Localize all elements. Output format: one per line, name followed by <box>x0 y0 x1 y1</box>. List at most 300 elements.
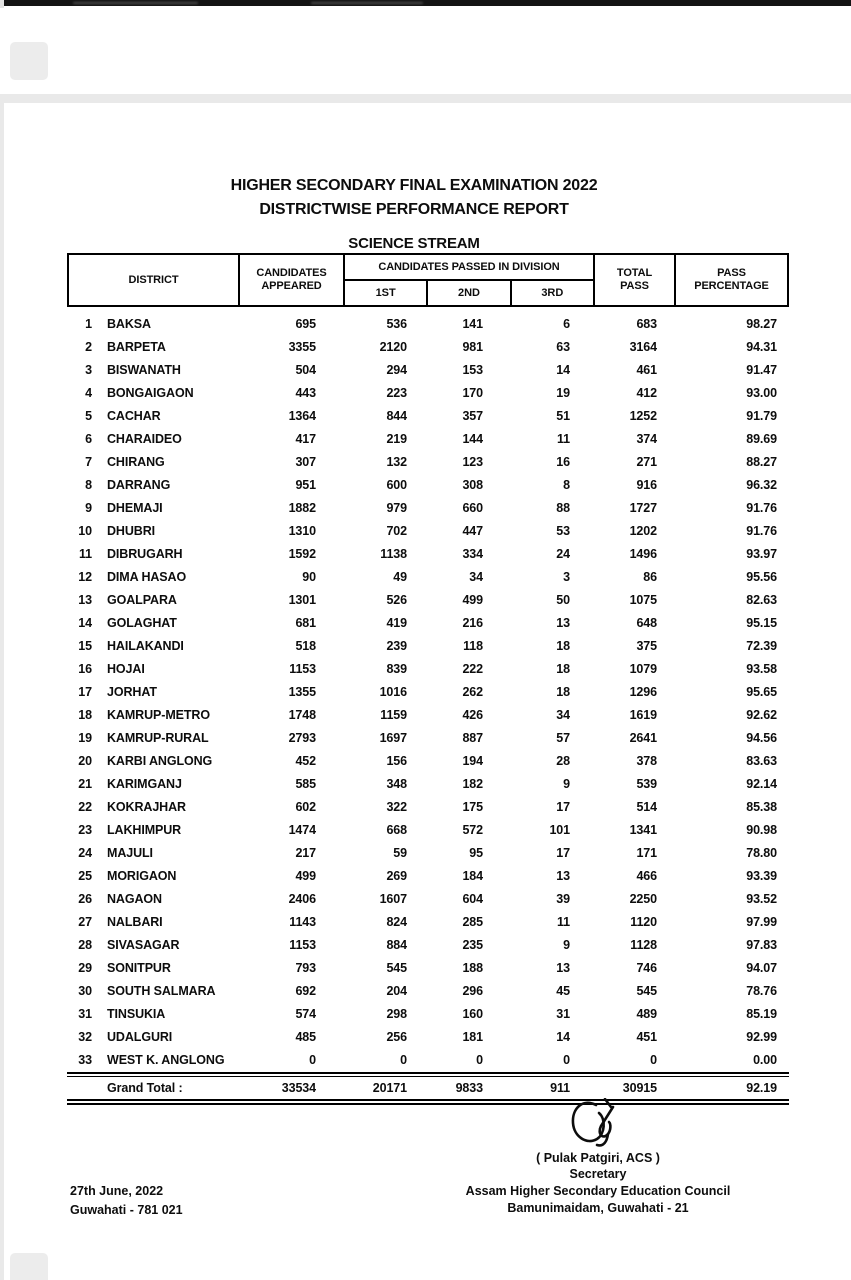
pass-pct-value: 92.62 <box>746 707 777 722</box>
third-div-value: 17 <box>556 845 570 860</box>
district-name: CHARAIDEO <box>107 431 182 446</box>
district-name: KAMRUP-RURAL <box>107 730 209 745</box>
second-div-value: 235 <box>462 937 483 952</box>
third-div-value: 18 <box>556 684 570 699</box>
total-pass-value: 1120 <box>630 914 657 929</box>
first-div-value: 1138 <box>380 546 407 561</box>
first-div-value: 1607 <box>379 891 407 906</box>
second-div-value: 262 <box>462 684 483 699</box>
total-pass-value: 3164 <box>629 339 657 354</box>
pass-pct-value: 92.14 <box>746 776 777 791</box>
district-name: GOALPARA <box>107 592 177 607</box>
third-div-value: 18 <box>556 661 570 676</box>
third-div-value: 19 <box>556 385 570 400</box>
table-row <box>67 749 789 772</box>
district-name: KOKRAJHAR <box>107 799 186 814</box>
first-div-value: 600 <box>386 477 407 492</box>
grand-total-total: 30915 <box>622 1081 657 1095</box>
appeared-value: 1153 <box>289 937 316 952</box>
appeared-value: 499 <box>295 868 316 883</box>
second-div-value: 334 <box>462 546 483 561</box>
header-3rd-division: 3RD <box>541 287 564 299</box>
district-name: BARPETA <box>107 339 166 354</box>
appeared-value: 692 <box>295 983 316 998</box>
pass-pct-value: 83.63 <box>746 753 777 768</box>
table-row <box>67 772 789 795</box>
row-number: 22 <box>78 799 92 814</box>
appeared-value: 1355 <box>288 684 316 699</box>
pass-pct-value: 94.56 <box>746 730 777 745</box>
table-row <box>67 1048 789 1071</box>
grand-total-appeared: 33534 <box>281 1081 316 1095</box>
second-div-value: 34 <box>469 569 483 584</box>
table-row <box>67 381 789 404</box>
first-div-value: 322 <box>386 799 407 814</box>
table-header <box>67 253 789 307</box>
first-div-value: 419 <box>386 615 407 630</box>
row-number: 14 <box>78 615 92 630</box>
pass-pct-value: 93.52 <box>746 891 777 906</box>
total-pass-value: 539 <box>636 776 657 791</box>
row-number: 30 <box>78 983 92 998</box>
header-total-line1: TOTAL <box>616 267 653 279</box>
table-body <box>67 307 789 1071</box>
district-name: DHEMAJI <box>107 500 163 515</box>
table-row <box>67 726 789 749</box>
second-div-value: 887 <box>462 730 483 745</box>
row-number: 28 <box>78 937 92 952</box>
table-row <box>67 335 789 358</box>
appeared-value: 417 <box>295 431 316 446</box>
third-div-value: 3 <box>563 569 570 584</box>
header-2nd-division: 2ND <box>428 281 511 305</box>
row-number: 7 <box>85 454 92 469</box>
first-div-value: 298 <box>386 1006 407 1021</box>
table-row <box>67 841 789 864</box>
row-number: 17 <box>78 684 92 699</box>
report-title-line1: HIGHER SECONDARY FINAL EXAMINATION 2022 <box>230 177 598 194</box>
third-div-value: 0 <box>563 1052 570 1067</box>
third-div-value: 14 <box>556 362 570 377</box>
table-row <box>67 1025 789 1048</box>
total-pass-value: 461 <box>636 362 657 377</box>
appeared-value: 695 <box>295 316 316 331</box>
table-row <box>67 910 789 933</box>
third-div-value: 39 <box>556 891 570 906</box>
district-name: DIBRUGARH <box>107 546 183 561</box>
header-pct-line2: PERCENTAGE <box>694 280 769 292</box>
third-div-value: 13 <box>556 868 570 883</box>
table-row <box>67 887 789 910</box>
grand-total-first: 20171 <box>372 1081 407 1095</box>
third-div-value: 18 <box>556 638 570 653</box>
district-name: NALBARI <box>107 914 163 929</box>
appeared-value: 1474 <box>288 822 316 837</box>
first-div-value: 132 <box>386 454 407 469</box>
total-pass-value: 1727 <box>629 500 657 515</box>
grey-placeholder-square-bottom <box>10 1253 48 1280</box>
total-pass-value: 1296 <box>629 684 657 699</box>
third-div-value: 11 <box>556 914 570 929</box>
header-division-subrow <box>345 281 593 305</box>
table-row <box>67 864 789 887</box>
district-name: HAILAKANDI <box>107 638 184 653</box>
second-div-value: 144 <box>462 431 483 446</box>
total-pass-value: 86 <box>643 569 657 584</box>
signatory-name: ( Pulak Patgiri, ACS ) <box>536 1151 660 1165</box>
pass-pct-value: 98.27 <box>746 316 777 331</box>
header-pct-line1: PASS <box>717 267 746 279</box>
first-div-value: 348 <box>386 776 407 791</box>
pass-pct-value: 91.76 <box>746 523 777 538</box>
pass-pct-value: 93.97 <box>746 546 777 561</box>
third-div-value: 88 <box>556 500 570 515</box>
table-row <box>67 680 789 703</box>
total-pass-value: 683 <box>636 316 657 331</box>
appeared-value: 1748 <box>288 707 316 722</box>
district-name: DIMA HASAO <box>107 569 187 584</box>
second-div-value: 308 <box>462 477 483 492</box>
appeared-value: 0 <box>309 1052 316 1067</box>
appeared-value: 681 <box>295 615 316 630</box>
table-row <box>67 703 789 726</box>
total-pass-value: 746 <box>636 960 657 975</box>
table-row <box>67 979 789 1002</box>
grand-total-label: Grand Total : <box>107 1081 183 1095</box>
table-row <box>67 611 789 634</box>
first-div-value: 536 <box>386 316 407 331</box>
second-div-value: 170 <box>462 385 483 400</box>
district-name: DARRANG <box>107 477 171 492</box>
second-div-value: 175 <box>462 799 483 814</box>
first-div-value: 239 <box>386 638 407 653</box>
district-name: BONGAIGAON <box>107 385 194 400</box>
second-div-value: 123 <box>462 454 483 469</box>
pass-pct-value: 97.99 <box>746 914 777 929</box>
signature-icon <box>566 1098 630 1148</box>
appeared-value: 1143 <box>289 914 316 929</box>
row-number: 24 <box>78 845 92 860</box>
district-name: MORIGAON <box>107 868 177 883</box>
total-pass-value: 171 <box>636 845 657 860</box>
first-div-value: 884 <box>386 937 407 952</box>
total-pass-value: 514 <box>636 799 657 814</box>
pass-pct-value: 93.39 <box>746 868 777 883</box>
total-pass-value: 648 <box>636 615 657 630</box>
row-number: 2 <box>85 339 92 354</box>
second-div-value: 182 <box>462 776 483 791</box>
district-name: MAJULI <box>107 845 153 860</box>
total-pass-value: 1128 <box>630 937 657 952</box>
district-name: KAMRUP-METRO <box>107 707 210 722</box>
third-div-value: 51 <box>556 408 570 423</box>
row-number: 26 <box>78 891 92 906</box>
first-div-value: 2120 <box>379 339 407 354</box>
appeared-value: 951 <box>295 477 316 492</box>
second-div-value: 572 <box>462 822 483 837</box>
row-number: 33 <box>78 1052 92 1067</box>
pass-pct-value: 78.76 <box>746 983 777 998</box>
second-div-value: 118 <box>463 638 483 653</box>
second-div-value: 141 <box>462 316 483 331</box>
grand-total-row <box>67 1077 789 1099</box>
appeared-value: 1364 <box>288 408 316 423</box>
first-div-value: 526 <box>386 592 407 607</box>
appeared-value: 485 <box>295 1029 316 1044</box>
table-row <box>67 588 789 611</box>
district-name: TINSUKIA <box>107 1006 166 1021</box>
total-pass-value: 1619 <box>629 707 657 722</box>
pass-pct-value: 72.39 <box>746 638 777 653</box>
district-name: JORHAT <box>107 684 157 699</box>
third-div-value: 63 <box>556 339 570 354</box>
row-number: 9 <box>85 500 92 515</box>
third-div-value: 9 <box>563 937 570 952</box>
pass-pct-value: 89.69 <box>746 431 777 446</box>
table-row <box>67 312 789 335</box>
appeared-value: 2406 <box>288 891 316 906</box>
pass-pct-value: 94.07 <box>746 960 777 975</box>
first-div-value: 256 <box>386 1029 407 1044</box>
pass-pct-value: 88.27 <box>746 454 777 469</box>
third-div-value: 9 <box>563 776 570 791</box>
header-total-line2: PASS <box>620 280 649 292</box>
first-div-value: 979 <box>386 500 407 515</box>
second-div-value: 296 <box>462 983 483 998</box>
pass-pct-value: 90.98 <box>746 822 777 837</box>
appeared-value: 443 <box>295 385 316 400</box>
first-div-value: 1016 <box>379 684 407 699</box>
second-div-value: 426 <box>462 707 483 722</box>
row-number: 23 <box>78 822 92 837</box>
previous-page-edge <box>3 0 851 6</box>
first-div-value: 702 <box>386 523 407 538</box>
organization-name: Assam Higher Secondary Education Council <box>465 1184 731 1198</box>
total-pass-value: 2250 <box>629 891 657 906</box>
district-name: WEST K. ANGLONG <box>107 1052 225 1067</box>
third-div-value: 101 <box>549 822 570 837</box>
third-div-value: 17 <box>556 799 570 814</box>
row-number: 29 <box>78 960 92 975</box>
third-div-value: 16 <box>556 454 570 469</box>
appeared-value: 518 <box>295 638 316 653</box>
first-div-value: 294 <box>386 362 407 377</box>
table-row <box>67 657 789 680</box>
pass-pct-value: 95.15 <box>746 615 777 630</box>
organization-address: Bamunimaidam, Guwahati - 21 <box>507 1201 689 1215</box>
second-div-value: 981 <box>462 339 483 354</box>
grey-placeholder-square-top <box>10 42 48 80</box>
appeared-value: 1301 <box>288 592 316 607</box>
row-number: 31 <box>78 1006 92 1021</box>
second-div-value: 216 <box>462 615 483 630</box>
district-name: BISWANATH <box>107 362 181 377</box>
second-div-value: 194 <box>462 753 483 768</box>
page-left-edge-shade <box>0 103 4 1280</box>
faded-text-remnant <box>311 2 423 4</box>
table-row <box>67 519 789 542</box>
pass-pct-value: 85.19 <box>746 1006 777 1021</box>
third-div-value: 50 <box>556 592 570 607</box>
pass-pct-value: 93.00 <box>746 385 777 400</box>
row-number: 12 <box>78 569 92 584</box>
row-number: 1 <box>85 316 92 331</box>
district-name: KARBI ANGLONG <box>107 753 213 768</box>
table-row <box>67 404 789 427</box>
appeared-value: 602 <box>295 799 316 814</box>
report-date: 27th June, 2022 <box>70 1184 164 1198</box>
first-div-value: 49 <box>393 569 407 584</box>
appeared-value: 1882 <box>288 500 316 515</box>
row-number: 15 <box>78 638 92 653</box>
grand-total-third: 911 <box>550 1081 570 1095</box>
row-number: 5 <box>85 408 92 423</box>
grand-total-pct: 92.19 <box>746 1081 777 1095</box>
third-div-value: 14 <box>556 1029 570 1044</box>
grand-total-second: 9833 <box>455 1081 483 1095</box>
row-number: 18 <box>78 707 92 722</box>
first-div-value: 844 <box>386 408 407 423</box>
third-div-value: 31 <box>556 1006 570 1021</box>
first-div-value: 223 <box>386 385 407 400</box>
row-number: 21 <box>78 776 92 791</box>
report-title-line2: DISTRICTWISE PERFORMANCE REPORT <box>259 201 569 218</box>
signatory-designation: Secretary <box>569 1167 627 1181</box>
first-div-value: 204 <box>386 983 407 998</box>
district-name: CACHAR <box>107 408 161 423</box>
table-row <box>67 818 789 841</box>
second-div-value: 357 <box>462 408 483 423</box>
district-name: CHIRANG <box>107 454 165 469</box>
third-div-value: 13 <box>556 960 570 975</box>
pass-pct-value: 78.80 <box>746 845 777 860</box>
table-row <box>67 473 789 496</box>
row-number: 8 <box>85 477 92 492</box>
second-div-value: 285 <box>462 914 483 929</box>
table-row <box>67 1002 789 1025</box>
row-number: 11 <box>78 546 92 561</box>
pass-pct-value: 91.76 <box>746 500 777 515</box>
total-pass-value: 466 <box>636 868 657 883</box>
total-pass-value: 489 <box>636 1006 657 1021</box>
second-div-value: 181 <box>462 1029 483 1044</box>
table-row <box>67 496 789 519</box>
second-div-value: 0 <box>476 1052 483 1067</box>
total-pass-value: 1496 <box>629 546 657 561</box>
second-div-value: 499 <box>462 592 483 607</box>
header-district-label: DISTRICT <box>128 273 179 286</box>
first-div-value: 824 <box>386 914 407 929</box>
faded-text-remnant <box>73 2 198 4</box>
second-div-value: 660 <box>462 500 483 515</box>
third-div-value: 53 <box>556 523 570 538</box>
appeared-value: 585 <box>295 776 316 791</box>
pass-pct-value: 92.99 <box>746 1029 777 1044</box>
district-name: GOLAGHAT <box>107 615 177 630</box>
district-name: SOUTH SALMARA <box>107 983 216 998</box>
stream-subtitle: SCIENCE STREAM <box>348 235 480 252</box>
district-name: KARIMGANJ <box>107 776 182 791</box>
first-div-value: 156 <box>386 753 407 768</box>
header-division-group <box>345 255 595 305</box>
pass-pct-value: 95.65 <box>746 684 777 699</box>
table-row <box>67 795 789 818</box>
row-number: 16 <box>78 661 92 676</box>
header-1st-division: 1ST <box>345 281 428 305</box>
third-div-value: 11 <box>556 431 570 446</box>
pass-pct-value: 96.32 <box>746 477 777 492</box>
total-pass-value: 916 <box>636 477 657 492</box>
pass-pct-value: 97.83 <box>746 937 777 952</box>
report-place: Guwahati - 781 021 <box>70 1203 183 1217</box>
row-number: 32 <box>78 1029 92 1044</box>
table-row <box>67 634 789 657</box>
signature-block <box>448 1098 748 1217</box>
first-div-value: 0 <box>400 1052 407 1067</box>
row-number: 19 <box>78 730 92 745</box>
appeared-value: 2793 <box>288 730 316 745</box>
row-number: 10 <box>78 523 92 538</box>
header-candidates-appeared <box>240 255 345 305</box>
district-name: LAKHIMPUR <box>107 822 182 837</box>
third-div-value: 13 <box>556 615 570 630</box>
district-name: DHUBRI <box>107 523 156 538</box>
total-pass-value: 1252 <box>629 408 657 423</box>
first-div-value: 668 <box>386 822 407 837</box>
total-pass-value: 1075 <box>629 592 657 607</box>
date-place-block <box>70 1182 183 1220</box>
first-div-value: 219 <box>386 431 407 446</box>
pass-pct-value: 93.58 <box>746 661 777 676</box>
pass-pct-value: 0.00 <box>753 1052 777 1067</box>
table-row <box>67 450 789 473</box>
total-pass-value: 1202 <box>629 523 657 538</box>
pass-pct-value: 94.31 <box>746 339 777 354</box>
district-name: HOJAI <box>107 661 145 676</box>
table-row <box>67 358 789 381</box>
total-pass-value: 451 <box>636 1029 657 1044</box>
district-name: SIVASAGAR <box>107 937 180 952</box>
row-number: 25 <box>78 868 92 883</box>
first-div-value: 1159 <box>380 707 407 722</box>
district-name: BAKSA <box>107 316 151 331</box>
third-div-value: 24 <box>556 546 570 561</box>
total-pass-value: 375 <box>636 638 657 653</box>
appeared-value: 574 <box>295 1006 316 1021</box>
appeared-value: 793 <box>295 960 316 975</box>
table-row <box>67 427 789 450</box>
header-pass-percentage <box>676 255 787 305</box>
pass-pct-value: 91.79 <box>746 408 777 423</box>
second-div-value: 184 <box>462 868 483 883</box>
row-number: 13 <box>78 592 92 607</box>
district-name: SONITPUR <box>107 960 171 975</box>
table-row <box>67 542 789 565</box>
appeared-value: 307 <box>295 454 316 469</box>
first-div-value: 545 <box>386 960 407 975</box>
table-row <box>67 933 789 956</box>
total-pass-value: 378 <box>636 753 657 768</box>
row-number: 3 <box>85 362 92 377</box>
second-div-value: 153 <box>462 362 483 377</box>
table-row <box>67 956 789 979</box>
total-pass-value: 1341 <box>629 822 657 837</box>
appeared-value: 1310 <box>288 523 316 538</box>
second-div-value: 188 <box>462 960 483 975</box>
first-div-value: 839 <box>386 661 407 676</box>
third-div-value: 8 <box>563 477 570 492</box>
appeared-value: 90 <box>302 569 316 584</box>
